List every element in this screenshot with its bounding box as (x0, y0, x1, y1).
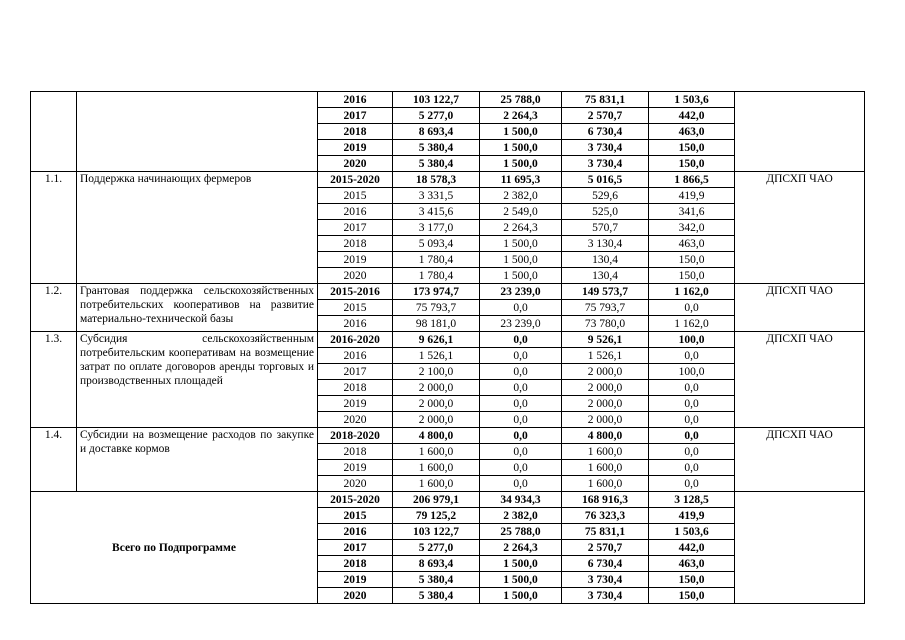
federal-budget-cell: 3 130,4 (562, 236, 649, 252)
total-cell: 2 000,0 (393, 412, 480, 428)
extra-budget-cell: 419,9 (649, 508, 735, 524)
district-budget-cell: 23 239,0 (480, 316, 562, 332)
extra-budget-cell: 1 162,0 (649, 316, 735, 332)
total-cell: 2 000,0 (393, 380, 480, 396)
district-budget-cell: 11 695,3 (480, 172, 562, 188)
executor-cell (735, 92, 865, 172)
year-cell: 2017 (318, 108, 393, 124)
total-cell: 5 277,0 (393, 108, 480, 124)
extra-budget-cell: 1 503,6 (649, 524, 735, 540)
section-executor: ДПСХП ЧАО (735, 284, 865, 332)
federal-budget-cell: 2 000,0 (562, 380, 649, 396)
district-budget-cell: 0,0 (480, 348, 562, 364)
federal-budget-cell: 130,4 (562, 252, 649, 268)
district-budget-cell: 0,0 (480, 476, 562, 492)
federal-budget-cell: 4 800,0 (562, 428, 649, 444)
year-cell: 2019 (318, 252, 393, 268)
section-number: 1.2. (31, 284, 77, 332)
total-cell: 98 181,0 (393, 316, 480, 332)
total-cell: 206 979,1 (393, 492, 480, 508)
table-row (31, 428, 865, 444)
federal-budget-cell: 529,6 (562, 188, 649, 204)
total-label: Всего по Подпрограмме (31, 492, 318, 604)
district-budget-cell: 2 382,0 (480, 508, 562, 524)
district-budget-cell: 0,0 (480, 412, 562, 428)
extra-budget-cell: 0,0 (649, 476, 735, 492)
district-budget-cell: 1 500,0 (480, 572, 562, 588)
year-cell: 2019 (318, 140, 393, 156)
federal-budget-cell: 5 016,5 (562, 172, 649, 188)
federal-budget-cell: 6 730,4 (562, 556, 649, 572)
total-cell: 173 974,7 (393, 284, 480, 300)
extra-budget-cell: 150,0 (649, 252, 735, 268)
table-row (31, 332, 865, 348)
district-budget-cell: 1 500,0 (480, 140, 562, 156)
year-cell: 2018 (318, 556, 393, 572)
total-cell: 1 780,4 (393, 252, 480, 268)
subprogram-finance-table (30, 91, 865, 604)
executor-cell (735, 492, 865, 604)
extra-budget-cell: 0,0 (649, 300, 735, 316)
extra-budget-cell: 341,6 (649, 204, 735, 220)
extra-budget-cell: 1 162,0 (649, 284, 735, 300)
year-cell: 2015 (318, 188, 393, 204)
federal-budget-cell: 3 730,4 (562, 588, 649, 604)
district-budget-cell: 1 500,0 (480, 156, 562, 172)
extra-budget-cell: 100,0 (649, 364, 735, 380)
year-cell: 2015-2016 (318, 284, 393, 300)
year-cell: 2018 (318, 124, 393, 140)
total-cell: 1 526,1 (393, 348, 480, 364)
federal-budget-cell: 525,0 (562, 204, 649, 220)
district-budget-cell: 1 500,0 (480, 556, 562, 572)
district-budget-cell: 2 382,0 (480, 188, 562, 204)
total-cell: 3 331,5 (393, 188, 480, 204)
federal-budget-cell: 1 526,1 (562, 348, 649, 364)
section-executor: ДПСХП ЧАО (735, 428, 865, 492)
district-budget-cell: 0,0 (480, 428, 562, 444)
section-number: 1.3. (31, 332, 77, 428)
district-budget-cell: 1 500,0 (480, 124, 562, 140)
district-budget-cell: 0,0 (480, 460, 562, 476)
year-cell: 2019 (318, 572, 393, 588)
extra-budget-cell: 342,0 (649, 220, 735, 236)
table-row (31, 92, 865, 108)
year-cell: 2017 (318, 220, 393, 236)
extra-budget-cell: 150,0 (649, 572, 735, 588)
extra-budget-cell: 463,0 (649, 556, 735, 572)
total-cell: 103 122,7 (393, 92, 480, 108)
district-budget-cell: 1 500,0 (480, 588, 562, 604)
district-budget-cell: 0,0 (480, 300, 562, 316)
district-budget-cell: 25 788,0 (480, 92, 562, 108)
table-row (31, 172, 865, 188)
federal-budget-cell: 1 600,0 (562, 444, 649, 460)
table-row (31, 284, 865, 300)
year-cell: 2020 (318, 476, 393, 492)
federal-budget-cell: 149 573,7 (562, 284, 649, 300)
extra-budget-cell: 0,0 (649, 380, 735, 396)
extra-budget-cell: 419,9 (649, 188, 735, 204)
year-cell: 2016 (318, 204, 393, 220)
extra-budget-cell: 0,0 (649, 444, 735, 460)
year-cell: 2015-2020 (318, 172, 393, 188)
table-row (31, 492, 865, 508)
district-budget-cell: 25 788,0 (480, 524, 562, 540)
federal-budget-cell: 168 916,3 (562, 492, 649, 508)
federal-budget-cell: 3 730,4 (562, 572, 649, 588)
federal-budget-cell: 73 780,0 (562, 316, 649, 332)
year-cell: 2016 (318, 316, 393, 332)
year-cell: 2016 (318, 524, 393, 540)
section-number: 1.4. (31, 428, 77, 492)
federal-budget-cell: 75 793,7 (562, 300, 649, 316)
extra-budget-cell: 150,0 (649, 268, 735, 284)
district-budget-cell: 1 500,0 (480, 268, 562, 284)
federal-budget-cell: 75 831,1 (562, 524, 649, 540)
federal-budget-cell: 6 730,4 (562, 124, 649, 140)
year-cell: 2016 (318, 92, 393, 108)
district-budget-cell: 0,0 (480, 444, 562, 460)
total-cell: 4 800,0 (393, 428, 480, 444)
federal-budget-cell: 3 730,4 (562, 156, 649, 172)
total-cell: 3 177,0 (393, 220, 480, 236)
extra-budget-cell: 150,0 (649, 588, 735, 604)
district-budget-cell: 2 549,0 (480, 204, 562, 220)
section-name: Поддержка начинающих фермеров (77, 172, 318, 284)
total-cell: 5 277,0 (393, 540, 480, 556)
federal-budget-cell: 2 000,0 (562, 412, 649, 428)
total-cell: 5 093,4 (393, 236, 480, 252)
year-cell: 2020 (318, 156, 393, 172)
district-budget-cell: 0,0 (480, 364, 562, 380)
extra-budget-cell: 442,0 (649, 540, 735, 556)
total-cell: 5 380,4 (393, 588, 480, 604)
extra-budget-cell: 100,0 (649, 332, 735, 348)
federal-budget-cell: 76 323,3 (562, 508, 649, 524)
federal-budget-cell: 2 570,7 (562, 108, 649, 124)
year-cell: 2019 (318, 396, 393, 412)
total-cell: 3 415,6 (393, 204, 480, 220)
year-cell: 2018 (318, 380, 393, 396)
year-cell: 2018 (318, 444, 393, 460)
federal-budget-cell: 2 000,0 (562, 364, 649, 380)
section-executor: ДПСХП ЧАО (735, 172, 865, 284)
name-cell (77, 92, 318, 172)
extra-budget-cell: 150,0 (649, 140, 735, 156)
extra-budget-cell: 442,0 (649, 108, 735, 124)
year-cell: 2020 (318, 588, 393, 604)
year-cell: 2020 (318, 268, 393, 284)
extra-budget-cell: 1 866,5 (649, 172, 735, 188)
section-name: Субсидии на возмещение расходов по закупке и доставке кормов (77, 428, 318, 492)
extra-budget-cell: 0,0 (649, 396, 735, 412)
total-cell: 103 122,7 (393, 524, 480, 540)
federal-budget-cell: 570,7 (562, 220, 649, 236)
total-cell: 1 600,0 (393, 476, 480, 492)
total-cell: 79 125,2 (393, 508, 480, 524)
year-cell: 2016-2020 (318, 332, 393, 348)
total-cell: 18 578,3 (393, 172, 480, 188)
extra-budget-cell: 0,0 (649, 460, 735, 476)
year-cell: 2018-2020 (318, 428, 393, 444)
federal-budget-cell: 3 730,4 (562, 140, 649, 156)
extra-budget-cell: 463,0 (649, 124, 735, 140)
district-budget-cell: 1 500,0 (480, 236, 562, 252)
federal-budget-cell: 75 831,1 (562, 92, 649, 108)
total-cell: 2 000,0 (393, 396, 480, 412)
total-cell: 8 693,4 (393, 124, 480, 140)
extra-budget-cell: 150,0 (649, 156, 735, 172)
district-budget-cell: 2 264,3 (480, 540, 562, 556)
district-budget-cell: 1 500,0 (480, 252, 562, 268)
section-executor: ДПСХП ЧАО (735, 332, 865, 428)
district-budget-cell: 0,0 (480, 332, 562, 348)
extra-budget-cell: 1 503,6 (649, 92, 735, 108)
district-budget-cell: 0,0 (480, 396, 562, 412)
table-body (31, 92, 865, 604)
num-cell (31, 92, 77, 172)
total-cell: 75 793,7 (393, 300, 480, 316)
federal-budget-cell: 1 600,0 (562, 476, 649, 492)
total-cell: 9 626,1 (393, 332, 480, 348)
total-cell: 8 693,4 (393, 556, 480, 572)
federal-budget-cell: 130,4 (562, 268, 649, 284)
extra-budget-cell: 0,0 (649, 348, 735, 364)
district-budget-cell: 34 934,3 (480, 492, 562, 508)
district-budget-cell: 2 264,3 (480, 220, 562, 236)
year-cell: 2015 (318, 300, 393, 316)
year-cell: 2018 (318, 236, 393, 252)
section-name: Грантовая поддержка сельскохозяйственных потребительских кооперативов на развитие материально-технической базы (77, 284, 318, 332)
federal-budget-cell: 2 000,0 (562, 396, 649, 412)
section-name: Субсидия сельскохозяйственным потребительским кооперативам на возмещение затрат по оплате договоров аренды торговых и производственных площадей (77, 332, 318, 428)
total-cell: 5 380,4 (393, 140, 480, 156)
year-cell: 2020 (318, 412, 393, 428)
extra-budget-cell: 0,0 (649, 412, 735, 428)
total-cell: 5 380,4 (393, 572, 480, 588)
district-budget-cell: 0,0 (480, 380, 562, 396)
federal-budget-cell: 2 570,7 (562, 540, 649, 556)
total-cell: 1 600,0 (393, 460, 480, 476)
year-cell: 2017 (318, 540, 393, 556)
extra-budget-cell: 463,0 (649, 236, 735, 252)
federal-budget-cell: 1 600,0 (562, 460, 649, 476)
year-cell: 2015 (318, 508, 393, 524)
year-cell: 2015-2020 (318, 492, 393, 508)
district-budget-cell: 2 264,3 (480, 108, 562, 124)
total-cell: 2 100,0 (393, 364, 480, 380)
total-cell: 1 600,0 (393, 444, 480, 460)
total-cell: 5 380,4 (393, 156, 480, 172)
extra-budget-cell: 3 128,5 (649, 492, 735, 508)
district-budget-cell: 23 239,0 (480, 284, 562, 300)
federal-budget-cell: 9 526,1 (562, 332, 649, 348)
year-cell: 2016 (318, 348, 393, 364)
section-number: 1.1. (31, 172, 77, 284)
year-cell: 2019 (318, 460, 393, 476)
total-cell: 1 780,4 (393, 268, 480, 284)
extra-budget-cell: 0,0 (649, 428, 735, 444)
year-cell: 2017 (318, 364, 393, 380)
